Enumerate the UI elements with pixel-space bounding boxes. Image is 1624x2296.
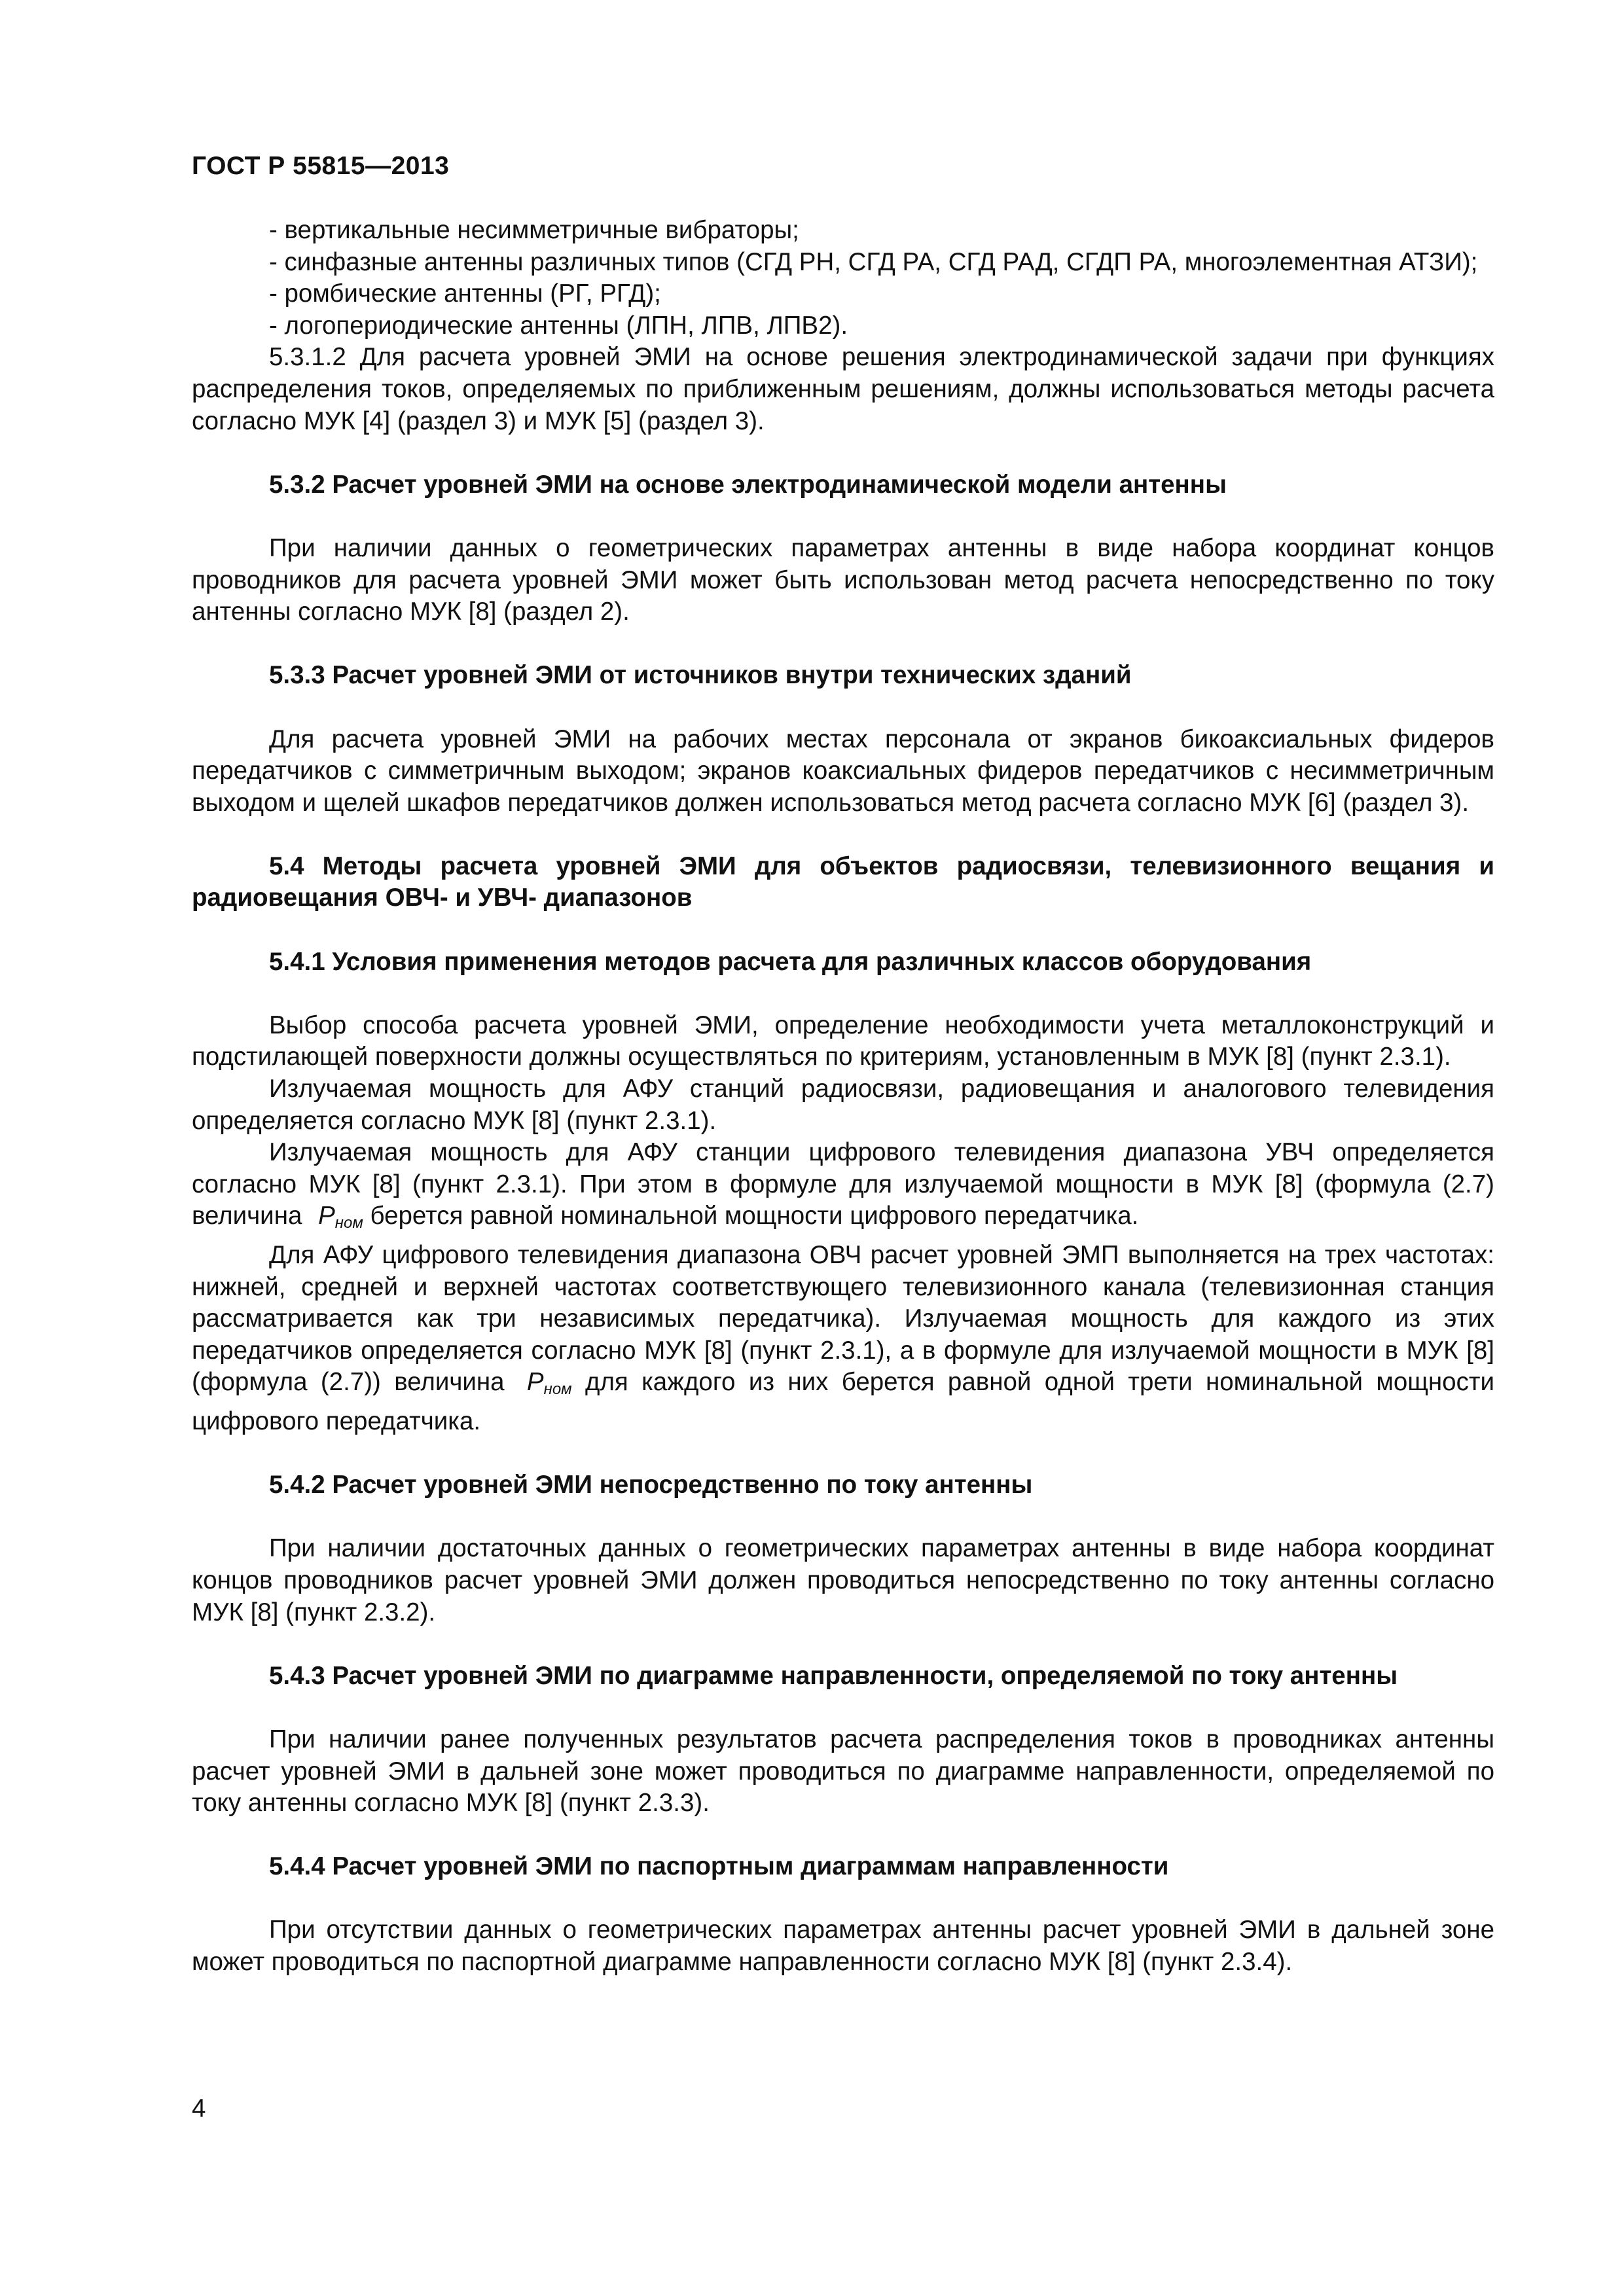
section-heading-5-4-1: 5.4.1 Условия применения методов расчета для различных классов оборудования xyxy=(269,947,1312,976)
section-heading-5-4-4: 5.4.4 Расчет уровней ЭМИ по паспортным диаграммам направленности xyxy=(269,1852,1169,1881)
page-number: 4 xyxy=(192,2094,206,2123)
section-heading-5-4-2: 5.4.2 Расчет уровней ЭМИ непосредственно по току антенны xyxy=(269,1471,1033,1499)
p-nom-symbol: $P_{ном}$ xyxy=(526,1368,572,1399)
section-text-5-4-1-p2: Излучаемая мощность для АФУ станций радиосвязи, радиовещания и аналогового телевидения определяется согласно МУК [8] (пункт 2.3.1). xyxy=(192,1075,1494,1135)
p-nom-symbol: $P_{ном}$ xyxy=(318,1202,363,1232)
section-heading-5-3-2: 5.3.2 Расчет уровней ЭМИ на основе электродинамической модели антенны xyxy=(269,470,1227,499)
section-text-5-4-1-p1: Выбор способа расчета уровней ЭМИ, определение необходимости учета металлоконструкций и подстилающей поверхности должны осуществляться по критериям, установленным в МУК [8] (пункт 2.3.1). xyxy=(192,1011,1494,1071)
paragraph-5-3-1-2: 5.3.1.2 Для расчета уровней ЭМИ на основе решения электродинамической задачи при функциях распределения токов, определяемых по приближенным решениям, должны использоваться методы расчета согласно МУК [4] (раздел 3) и МУК [5] (раздел 3). xyxy=(192,343,1494,435)
section-text-5-4-4: При отсутствии данных о геометрических параметрах антенны расчет уровней ЭМИ в дальней зоне может проводиться по паспортной диаграмме направленности согласно МУК [8] (пункт 2.3.4). xyxy=(192,1916,1494,1977)
section-text-5-3-2: При наличии данных о геометрических параметрах антенны в виде набора координат концов проводников для расчета уровней ЭМИ может быть использован метод расчета непосредственно по току антенны согласно МУК [8] (раздел 2). xyxy=(192,533,1494,626)
section-heading-5-4-3: 5.4.3 Расчет уровней ЭМИ по диаграмме направленности, определяемой по току антенны xyxy=(269,1661,1398,1690)
section-text-5-3-3: Для расчета уровней ЭМИ на рабочих местах персонала от экранов бикоаксиальных фидеров передатчиков с симметричным выходом; экранов коаксиальных фидеров передатчиков с несимметричным выходом и щелей шкафов передатчиков должен использоваться метод расчета согласно МУК [6] (раздел 3). xyxy=(192,725,1494,817)
section-text-5-4-1-p3: Излучаемая мощность для АФУ станции цифрового телевидения диапазона УВЧ определяется согласно МУК [8] (пункт 2.3.1). При этом в формуле для излучаемой мощности в МУК [8] (формула (2.7) величина $P_{ном}$ берется равной номинальной мощности цифрового передатчика. xyxy=(192,1138,1494,1232)
section-heading-5-3-3: 5.3.3 Расчет уровней ЭМИ от источников внутри технических зданий xyxy=(269,661,1132,690)
list-item: - синфазные антенны различных типов (СГД РН, СГД РА, СГД РАД, СГДП РА, многоэлементная АТЗИ); xyxy=(269,247,1478,276)
section-text-5-4-1-p4: Для АФУ цифрового телевидения диапазона ОВЧ расчет уровней ЭМП выполняется на трех частотах: нижней, средней и верхней частотах соответствующего телевизионного канала (телевизионная станция рассматривается как три независимых передатчика). Излучаемая мощность для каждого из этих передатчиков определяется согласно МУК [8] (пункт 2.3.1), а в формуле для излучаемой мощности в МУК [8] (формула (2.7)) величина $P_{ном}$ для каждого из них берется равной одной трети номинальной мощности цифрового передатчика. xyxy=(192,1241,1494,1435)
list-item: - ромбические антенны (РГ, РГД); xyxy=(269,279,661,308)
section-heading-5-4: 5.4 Методы расчета уровней ЭМИ для объектов радиосвязи, телевизионного вещания и радиовещания ОВЧ- и УВЧ- диапазонов xyxy=(192,852,1494,912)
list-item: - логопериодические антенны (ЛПН, ЛПВ, ЛПВ2). xyxy=(269,311,848,340)
section-text-5-4-3: При наличии ранее полученных результатов расчета распределения токов в проводниках антенны расчет уровней ЭМИ в дальней зоне может проводиться по диаграмме направленности, определяемой по току антенны согласно МУК [8] (пункт 2.3.3). xyxy=(192,1725,1494,1818)
section-text-5-4-2: При наличии достаточных данных о геометрических параметрах антенны в виде набора координат концов проводников расчет уровней ЭМИ должен проводиться непосредственно по току антенны согласно МУК [8] (пункт 2.3.2). xyxy=(192,1534,1494,1626)
list-item: - вертикальные несимметричные вибраторы; xyxy=(269,216,799,244)
document-body xyxy=(192,215,1494,1979)
document-header: ГОСТ Р 55815—2013 xyxy=(192,152,450,180)
